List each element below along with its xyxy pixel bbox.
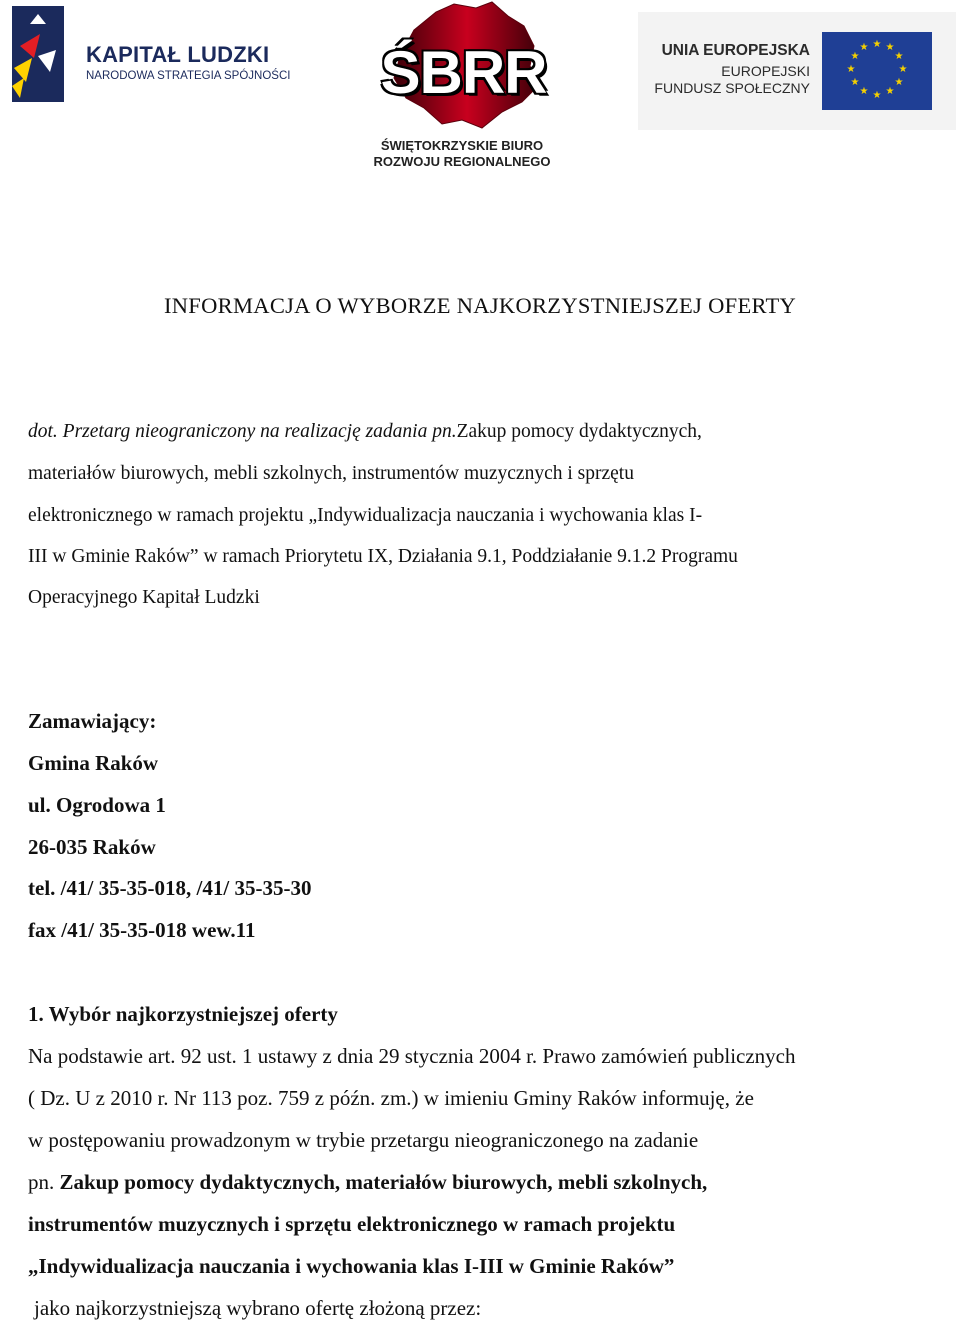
subject-line-4: III w Gminie Raków” w ramach Priorytetu IX, Działania 9.1, Poddziałanie 9.1.2 Programu <box>28 546 738 567</box>
svg-text:★: ★ <box>850 51 860 62</box>
svg-text:★: ★ <box>885 86 895 97</box>
section-1-line-4 <box>28 1170 707 1195</box>
section-1-line-3: w postępowaniu prowadzonym w trybie przetargu nieograniczonego na zadanie <box>28 1128 699 1152</box>
contact-heading: Zamawiający: <box>28 709 157 733</box>
section-1-line-4-prefix: pn. <box>28 1170 55 1194</box>
kapital-ludzki-emblem-icon <box>12 6 64 102</box>
section-1-line-6: „Indywidualizacja nauczania i wychowania klas I-III w Gminie Raków” <box>28 1254 675 1278</box>
contact-postal: 26-035 Raków <box>28 835 156 859</box>
contact-fax: fax /41/ 35-35-018 wew.11 <box>28 918 256 942</box>
contact-street: ul. Ogrodowa 1 <box>28 793 166 817</box>
sbrr-name-line2: ROZWOJU REGIONALNEGO <box>373 154 551 167</box>
subject-line-2: materiałów biurowych, mebli szkolnych, instrumentów muzycznych i sprzętu <box>28 463 634 484</box>
section-1-line-2: ( Dz. U z 2010 r. Nr 113 poz. 759 z późn. zm.) w imieniu Gminy Raków informuję, że <box>28 1086 754 1110</box>
sbrr-logo <box>362 0 562 170</box>
kapital-ludzki-title: KAPITAŁ LUDZKI <box>86 42 270 67</box>
section-1-line-4-bold: Zakup pomocy dydaktycznych, materiałów biurowych, mebli szkolnych, <box>59 1170 708 1194</box>
contact-tel: tel. /41/ 35-35-018, /41/ 35-35-30 <box>28 876 312 900</box>
document-title: INFORMACJA O WYBORZE NAJKORZYSTNIEJSZEJ OFERTY <box>163 293 797 318</box>
svg-text:★: ★ <box>898 64 908 75</box>
section-1-heading: 1. Wybór najkorzystniejszej oferty <box>28 1002 338 1026</box>
subject-line-3: elektronicznego w ramach projektu „Indywidualizacja nauczania i wychowania klas I- <box>28 505 703 526</box>
subject-line-5: Operacyjnego Kapitał Ludzki <box>28 587 260 608</box>
subject-line-1-rest: Zakup pomocy dydaktycznych, <box>456 421 702 442</box>
section-1-line-5: instrumentów muzycznych i sprzętu elektronicznego w ramach projektu <box>28 1212 676 1236</box>
kapital-ludzki-logo <box>8 6 291 106</box>
kapital-ludzki-subtitle: NARODOWA STRATEGIA SPÓJNOŚCI <box>86 70 291 82</box>
svg-text:★: ★ <box>850 77 860 88</box>
contact-name: Gmina Raków <box>28 751 159 775</box>
svg-text:★: ★ <box>894 51 904 62</box>
svg-text:★: ★ <box>885 42 895 53</box>
eu-flag-icon <box>822 32 932 110</box>
subject-line-1 <box>28 421 702 443</box>
sbrr-acronym: ŚBRR <box>380 39 547 106</box>
svg-text:★: ★ <box>872 39 882 50</box>
svg-text:★: ★ <box>872 90 882 101</box>
svg-text:★: ★ <box>859 86 869 97</box>
eu-logo <box>638 12 956 130</box>
eu-union-label: UNIA EUROPEJSKA <box>661 42 810 59</box>
logo-header <box>0 0 960 175</box>
section-1-line-1: Na podstawie art. 92 ust. 1 ustawy z dnia 29 stycznia 2004 r. Prawo zamówień publicznych <box>28 1044 796 1068</box>
eu-fund-line2: FUNDUSZ SPOŁECZNY <box>654 80 810 96</box>
svg-text:★: ★ <box>846 64 856 75</box>
svg-text:★: ★ <box>859 42 869 53</box>
svg-text:★: ★ <box>894 77 904 88</box>
eu-fund-line1: EUROPEJSKI <box>721 63 810 79</box>
subject-intro: dot. Przetarg nieograniczony na realizację zadania pn. <box>28 421 457 442</box>
section-1-line-7: jako najkorzystniejszą wybrano ofertę złożoną przez: <box>34 1296 482 1320</box>
sbrr-name-line1: ŚWIĘTOKRZYSKIE BIURO <box>380 138 544 153</box>
